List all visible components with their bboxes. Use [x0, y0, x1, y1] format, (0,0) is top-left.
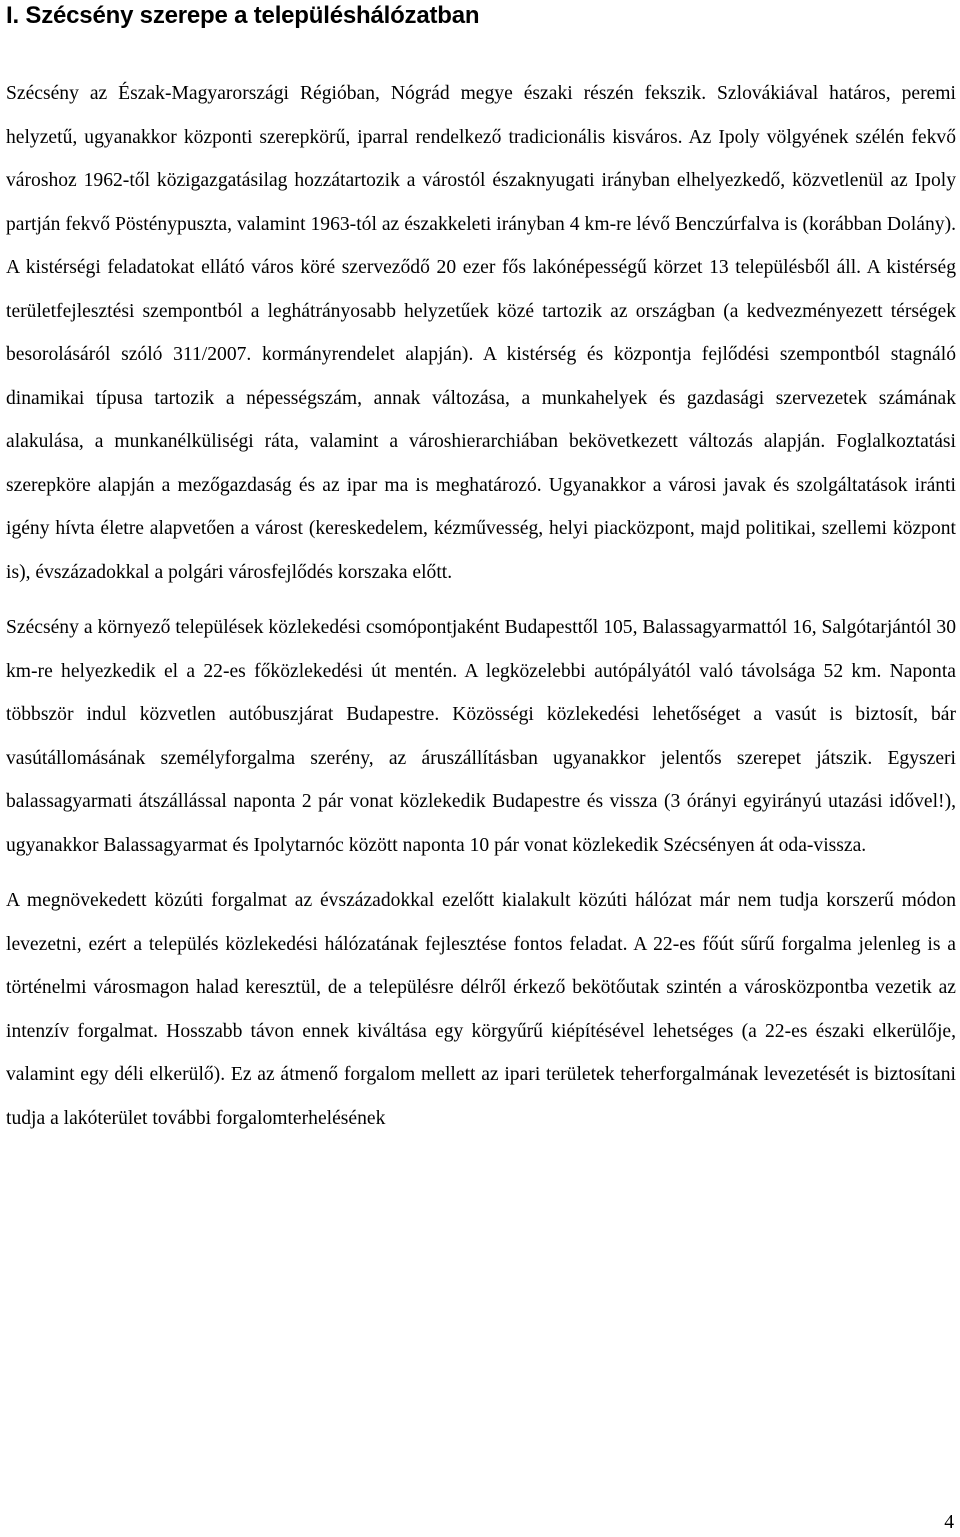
document-page [6, 0, 956, 1140]
paragraph-traffic: A megnövekedett közúti forgalmat az évszázadokkal ezelőtt kialakult közúti hálózat már nem tudja korszerű módon levezetni, ezért a település közlekedési hálózatának fejlesztése fontos feladat. A 22-es főút sűrű forgalma jelenleg is a történelmi városmagon halad keresztül, de a településre délről érkező bekötőutak szintén a városközpontba vezetik az intenzív forgalmat. Hosszabb távon ennek kiváltása egy körgyűrű kiépítésével lehetséges (a 22-es északi elkerülője, valamint egy déli elkerülő). Ez az átmenő forgalom mellett az ipari területek teherforgalmának levezetését is biztosítani tudja a lakóterület további forgalomterhelésének [6, 890, 956, 1129]
page-number: 4 [944, 1512, 954, 1533]
paragraph-location: Szécsény az Észak-Magyarországi Régióban, Nógrád megye északi részén fekszik. Szlovákiával határos, peremi helyzetű, ugyanakkor központi szerepkörű, iparral rendelkező tradicionális kisváros. Az Ipoly völgyének szélén fekvő városhoz 1962-től közigazgatásilag hozzátartozik a várostól északnyugati irányban elhelyezkedő, közvetlenül az Ipoly partján fekvő Pösténypuszta, valamint 1963-tól az északkeleti irányban 4 km-re lévő Benczúrfalva is (korábban Dolány). A kistérségi feladatokat ellátó város köré szerveződő 20 ezer fős lakónépességű körzet 13 településből áll. A kistérség területfejlesztési szempontból a leghátrányosabb helyzetűek közé tartozik az országban (a kedvezményezett térségek besorolásáról szóló 311/2007. kormányrendelet alapján). A kistérség és központja fejlődési szempontból stagnáló dinamikai típusa tartozik a népességszám, annak változása, a munkahelyek és gazdasági szervezetek számának alakulása, a munkanélküliségi ráta, valamint a városhierarchiában bekövetkezett változás alapján. Foglalkoztatási szerepköre alapján a mezőgazdaság és az ipar ma is meghatározó. Ugyanakkor a városi javak és szolgáltatások iránti igény hívta életre alapvetően a várost (kereskedelem, kézművesség, helyi piacközpont, majd politikai, szellemi központ is), évszázadokkal a polgári városfejlődés korszaka előtt. [6, 83, 956, 583]
paragraph-transport: Szécsény a környező települések közlekedési csomópontjaként Budapesttől 105, Balassagyarmattól 16, Salgótarjántól 30 km-re helyezkedik el a 22-es főközlekedési út mentén. A legközelebbi autópályától való távolsága 52 km. Naponta többször indul közvetlen autóbuszjárat Budapestre. Közösségi közlekedési lehetőséget a vasút is biztosít, bár vasútállomásának személyforgalma szerény, az áruszállításban ugyanakkor jelentős szerepet játszik. Egyszeri balassagyarmati átszállással naponta 2 pár vonat közlekedik Budapestre és vissza (3 órányi egyirányú utazási idővel!), ugyanakkor Balassagyarmat és Ipolytarnóc között naponta 10 pár vonat közlekedik Szécsényen át oda-vissza. [6, 617, 956, 856]
section-heading: I. Szécsény szerepe a településhálózatban [6, 2, 480, 29]
